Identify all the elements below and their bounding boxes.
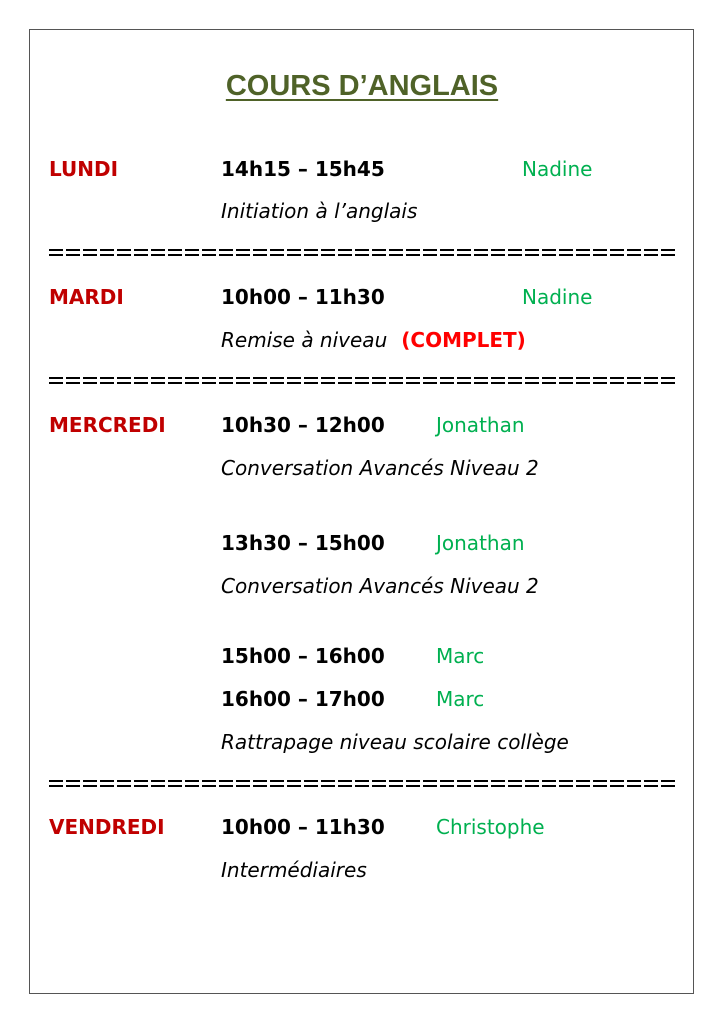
course-name: Intermédiaires (221, 858, 367, 882)
separator-line (49, 779, 675, 789)
teacher-name: Jonathan (436, 531, 525, 555)
teacher-name: Nadine (522, 157, 593, 181)
separator-line (49, 248, 675, 258)
day-label-mercredi: MERCREDI (49, 413, 166, 437)
course-name: Rattrapage niveau scolaire collège (221, 730, 569, 754)
time-slot: 10h00 – 11h30 (221, 285, 385, 309)
teacher-name: Nadine (522, 285, 593, 309)
day-label-vendredi: VENDREDI (49, 815, 165, 839)
teacher-name: Marc (436, 687, 485, 711)
course-name: Conversation Avancés Niveau 2 (221, 456, 539, 480)
day-label-lundi: LUNDI (49, 157, 119, 181)
status-badge-complet: (COMPLET) (401, 328, 526, 352)
time-slot: 16h00 – 17h00 (221, 687, 385, 711)
teacher-name: Christophe (436, 815, 545, 839)
separator-line (49, 376, 675, 386)
page-title: COURS D’ANGLAIS (225, 70, 499, 102)
course-name (221, 330, 526, 350)
time-slot: 10h00 – 11h30 (221, 815, 385, 839)
day-label-mardi: MARDI (49, 285, 124, 309)
time-slot: 13h30 – 15h00 (221, 531, 385, 555)
teacher-name: Marc (436, 644, 485, 668)
teacher-name: Jonathan (436, 413, 525, 437)
course-name: Initiation à l’anglais (221, 199, 418, 223)
time-slot: 14h15 – 15h45 (221, 157, 385, 181)
time-slot: 10h30 – 12h00 (221, 413, 385, 437)
course-name: Conversation Avancés Niveau 2 (221, 574, 539, 598)
time-slot: 15h00 – 16h00 (221, 644, 385, 668)
course-name-text: Remise à niveau (221, 328, 388, 352)
